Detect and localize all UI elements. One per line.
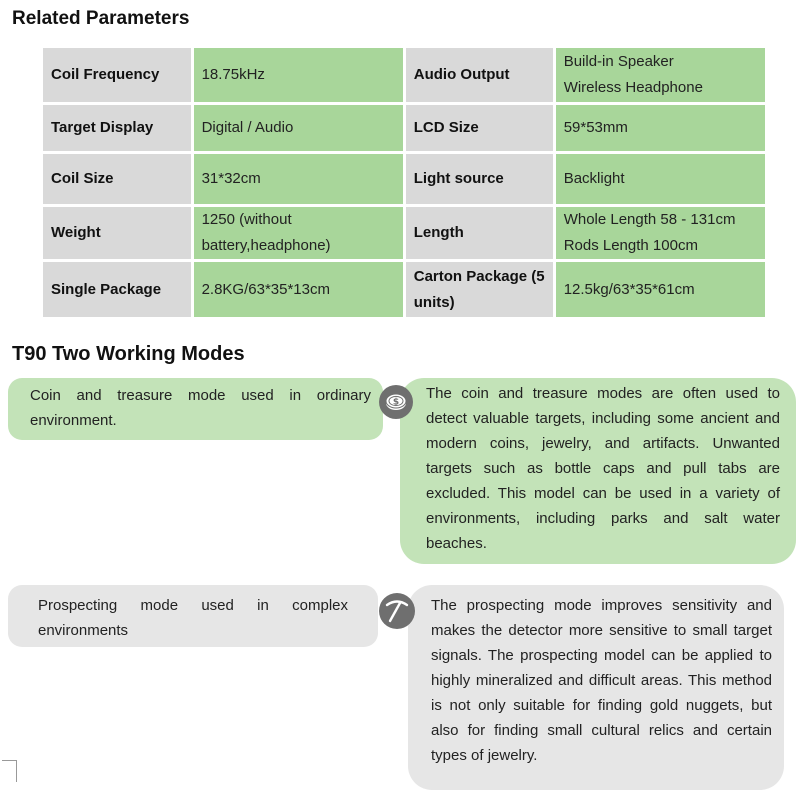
param-label: Carton Package (5 units) [406,262,553,317]
param-value-line: Rods Length 100cm [563,237,698,254]
param-value: 1250 (without battery,headphone) [194,207,403,259]
param-value [556,48,765,102]
coin-mode-summary: Coin and treasure mode used in ordinary environment. [8,378,383,440]
param-label: Light source [406,154,553,204]
param-label: LCD Size [406,105,553,151]
param-label: Audio Output [406,48,553,102]
param-value-line: Whole Length 58 - 131cm [563,211,736,228]
param-value: 12.5kg/63*35*61cm [556,262,765,317]
section-title-modes: T90 Two Working Modes [12,343,245,365]
table-row [43,154,765,204]
param-value-line: Wireless Headphone [563,79,703,96]
param-value [556,207,765,259]
param-label: Coil Frequency [43,48,191,102]
crop-mark [16,760,17,782]
param-label: Length [406,207,553,259]
prospecting-mode-description: The prospecting mode improves sensitivity and makes the detector more sensitive to small target signals. The prospecting model can be applied to highly mineralized and difficult areas. This method is not only suitable for finding gold nuggets, but also for finding small cultural relics and certain types of jewelry. [408,585,784,790]
table-row [43,207,765,259]
coin-dollar-icon [378,384,414,420]
prospecting-mode-summary: Prospecting mode used in complex environments [8,585,378,647]
parameters-table [40,45,768,320]
param-label: Weight [43,207,191,259]
table-row [43,105,765,151]
param-value-line: Build-in Speaker [563,53,674,70]
param-value: Digital / Audio [194,105,403,151]
coin-mode-description: The coin and treasure modes are often used to detect valuable targets, including some ancient and modern coins, jewelry, and artifacts. Unwanted targets such as bottle caps and pull tabs are excluded. This model can be used in a variety of environments, including parks and salt water beaches. [400,378,796,564]
table-row [43,48,765,102]
param-label: Target Display [43,105,191,151]
param-value: 59*53mm [556,105,765,151]
param-label: Coil Size [43,154,191,204]
param-value: 2.8KG/63*35*13cm [194,262,403,317]
param-value: Backlight [556,154,765,204]
param-label: Single Package [43,262,191,317]
param-value: 18.75kHz [194,48,403,102]
svg-text:$: $ [392,397,400,408]
pickaxe-icon [378,592,416,630]
param-value: 31*32cm [194,154,403,204]
section-title-parameters: Related Parameters [12,8,190,29]
table-row [43,262,765,317]
